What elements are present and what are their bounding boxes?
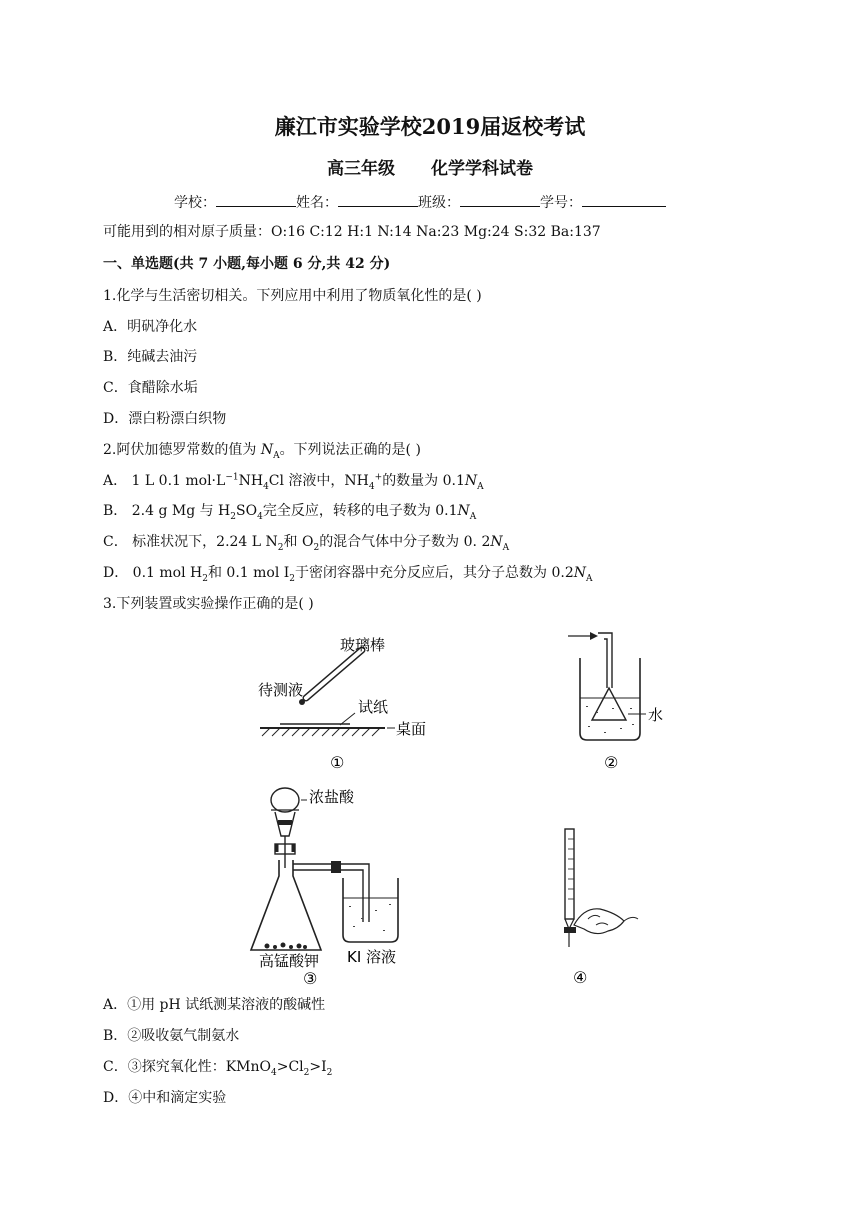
q2-option-b: B． 2.4 g Mg 与 $H_2SO_4$完全反应，转移的电子数为 $0.1N_A$ bbox=[103, 503, 477, 522]
figure-chlorine-apparatus bbox=[245, 780, 425, 990]
q3-option-b: B．②吸收氨气制氨水 bbox=[103, 1028, 240, 1044]
number-label: 学号： bbox=[540, 195, 582, 211]
label-desk: 桌面 bbox=[396, 720, 427, 738]
number-blank[interactable] bbox=[582, 192, 666, 207]
figure-titration bbox=[548, 825, 648, 993]
avogadro-symbol: N bbox=[260, 442, 274, 458]
subject-label: 化学学科试卷 bbox=[431, 159, 533, 179]
exam-title: 廉江市实验学校2019届返校考试 bbox=[274, 114, 586, 139]
q1-option-c: C．食醋除水垢 bbox=[103, 380, 198, 396]
school-label: 学校： bbox=[174, 195, 216, 211]
label-conc-hcl: 浓盐酸 bbox=[309, 788, 355, 806]
figure-number-4: ④ bbox=[573, 968, 588, 987]
q1-option-d: D．漂白粉漂白织物 bbox=[103, 411, 227, 427]
label-kmno4: 高锰酸钾 bbox=[259, 952, 320, 970]
figure-number-3: ③ bbox=[303, 969, 318, 988]
student-info-row bbox=[174, 192, 666, 212]
school-blank[interactable] bbox=[216, 192, 296, 207]
q2-option-d: D． 0.1 mol $H_2$和 0.1 mol $I_2$于密闭容器中充分反应后，其分子总数为 $0.2N_A$ bbox=[103, 565, 593, 584]
name-blank[interactable] bbox=[338, 192, 418, 207]
figure-ph-test bbox=[240, 628, 450, 778]
figure-ammonia-absorb bbox=[560, 628, 700, 778]
figure-number-1: ① bbox=[330, 753, 345, 772]
q3-option-a: A．①用 pH 试纸测某溶液的酸碱性 bbox=[103, 997, 326, 1013]
section-heading: 一、单选题(共 7 小题,每小题 6 分,共 42 分) bbox=[103, 256, 391, 272]
label-ki-solution: KI 溶液 bbox=[347, 948, 397, 966]
q2-option-a: A． 1 L 0.1 $mol\cdot L^{-1}NH_4Cl$ 溶液中，$NH_4^+$的数量为 $0.1N_A$ bbox=[103, 472, 484, 492]
q1-option-a: A．明矾净化水 bbox=[103, 319, 198, 335]
q3-option-c: C．③探究氧化性：$KMnO_4>Cl_2>I_2$ bbox=[103, 1059, 333, 1078]
class-blank[interactable] bbox=[460, 192, 540, 207]
q1-option-b: B．纯碱去油污 bbox=[103, 349, 198, 365]
label-test-paper: 试纸 bbox=[358, 698, 389, 716]
q1-stem: 1.化学与生活密切相关。下列应用中利用了物质氧化性的是( ) bbox=[103, 288, 482, 304]
q3-option-d: D．④中和滴定实验 bbox=[103, 1090, 227, 1106]
q2-option-c: C． 标准状况下，2.24 L $N_2$和 $O_2$的混合气体中分子数为 0. $2N_A$ bbox=[103, 534, 510, 553]
q2-stem: 2.阿伏加德罗常数的值为 $N_A$。下列说法正确的是( ) bbox=[103, 442, 421, 461]
class-label: 班级： bbox=[418, 195, 460, 211]
exam-subtitle bbox=[0, 154, 860, 179]
name-label: 姓名： bbox=[296, 195, 338, 211]
label-test-liquid: 待测液 bbox=[258, 681, 304, 699]
label-glass-rod: 玻璃棒 bbox=[340, 636, 386, 654]
grade-label: 高三年级 bbox=[327, 159, 395, 179]
figure-number-2: ② bbox=[604, 753, 619, 772]
label-water: 水 bbox=[648, 706, 664, 724]
q3-stem: 3.下列装置或实验操作正确的是( ) bbox=[103, 596, 314, 612]
atomic-masses: 可能用到的相对原子质量：O:16 C:12 H:1 N:14 Na:23 Mg:24 S:32 Ba:137 bbox=[103, 224, 601, 240]
